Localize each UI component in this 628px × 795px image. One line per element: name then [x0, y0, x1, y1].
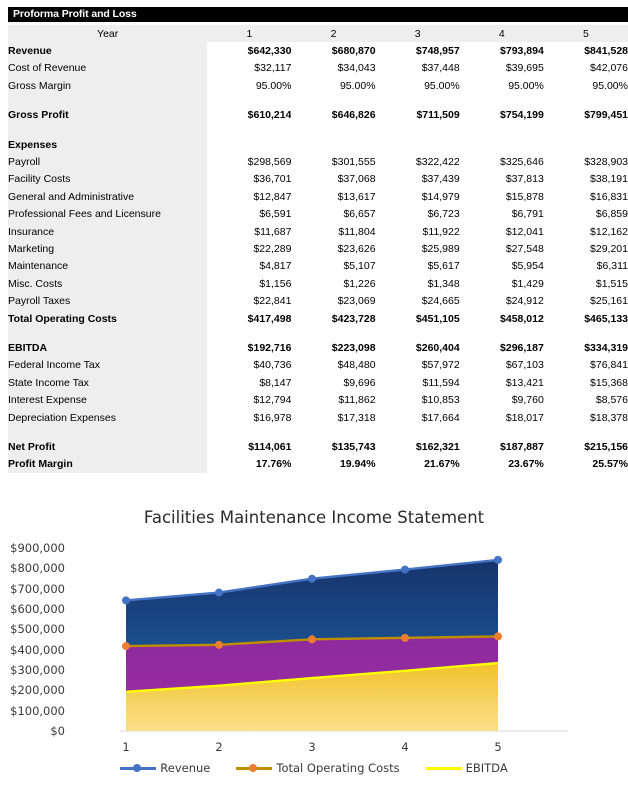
cell-value: $12,041 [460, 223, 544, 240]
data-point-marker [215, 641, 223, 649]
data-point-marker [122, 596, 130, 604]
cell-value: 95.00% [207, 77, 291, 94]
cell-value: 23.67% [460, 456, 544, 473]
legend-label: Revenue [160, 761, 211, 775]
cell-value: $1,226 [291, 275, 375, 292]
chart-legend [0, 761, 628, 775]
cell-value: $17,664 [376, 409, 460, 426]
cell-value: $799,451 [544, 107, 628, 124]
cell-value: $417,498 [207, 310, 291, 327]
cell-value: 95.00% [376, 77, 460, 94]
legend-item [426, 761, 508, 775]
cell-value: $325,646 [460, 153, 544, 170]
cell-value: $6,591 [207, 206, 291, 223]
table-row [8, 77, 628, 94]
cell-value: $754,199 [460, 107, 544, 124]
cell-value: $67,103 [460, 357, 544, 374]
spacer-cell [291, 426, 375, 438]
row-label: Federal Income Tax [8, 357, 207, 374]
cell-value: $76,841 [544, 357, 628, 374]
cell-value: $328,903 [544, 153, 628, 170]
cell-value [376, 136, 460, 153]
row-label: Misc. Costs [8, 275, 207, 292]
column-header-year: Year [8, 25, 207, 42]
cell-value: $6,791 [460, 206, 544, 223]
cell-value: $40,736 [207, 357, 291, 374]
row-label: General and Administrative [8, 188, 207, 205]
x-axis-tick-label: 3 [308, 740, 316, 754]
cell-value: $215,156 [544, 438, 628, 455]
cell-value: $5,954 [460, 258, 544, 275]
cell-value: $301,555 [291, 153, 375, 170]
y-axis-tick-label: $400,000 [10, 642, 65, 657]
cell-value: $162,321 [376, 438, 460, 455]
row-label: Depreciation Expenses [8, 409, 207, 426]
cell-value: $27,548 [460, 240, 544, 257]
cell-value: $334,319 [544, 339, 628, 356]
cell-value: $4,817 [207, 258, 291, 275]
row-label: Maintenance [8, 258, 207, 275]
table-row [8, 258, 628, 275]
cell-value: $192,716 [207, 339, 291, 356]
spacer-cell [460, 124, 544, 136]
spacer-cell [207, 426, 291, 438]
chart-title: Facilities Maintenance Income Statement [143, 508, 485, 527]
cell-value: 21.67% [376, 456, 460, 473]
cell-value: $42,076 [544, 60, 628, 77]
cell-value [291, 136, 375, 153]
cell-value: $298,569 [207, 153, 291, 170]
cell-value: $5,617 [376, 258, 460, 275]
table-row [8, 374, 628, 391]
table-row [8, 136, 628, 153]
profit-and-loss-table [8, 25, 628, 473]
legend-marker-dot [133, 764, 141, 772]
cell-value: $15,878 [460, 188, 544, 205]
cell-value: $13,617 [291, 188, 375, 205]
cell-value: $260,404 [376, 339, 460, 356]
column-header-2: 2 [291, 25, 375, 42]
table-row [8, 292, 628, 309]
cell-value: $6,859 [544, 206, 628, 223]
legend-swatch [426, 763, 462, 774]
cell-value: $25,161 [544, 292, 628, 309]
table-row [8, 206, 628, 223]
cell-value: $6,723 [376, 206, 460, 223]
cell-value: $13,421 [460, 374, 544, 391]
cell-value: $34,043 [291, 60, 375, 77]
cell-value: $423,728 [291, 310, 375, 327]
cell-value: $39,695 [460, 60, 544, 77]
cell-value [460, 136, 544, 153]
cell-value: $748,957 [376, 42, 460, 59]
x-axis-tick-label: 4 [401, 740, 409, 754]
cell-value: $11,687 [207, 223, 291, 240]
row-label: Facility Costs [8, 171, 207, 188]
cell-value: $223,098 [291, 339, 375, 356]
sheet-title-bar: Proforma Profit and Loss [8, 7, 628, 22]
cell-value: $14,979 [376, 188, 460, 205]
spacer-cell [291, 124, 375, 136]
cell-value: $322,422 [376, 153, 460, 170]
cell-value: $114,061 [207, 438, 291, 455]
income-statement-chart [0, 498, 628, 795]
cell-value: $22,289 [207, 240, 291, 257]
cell-value: 17.76% [207, 456, 291, 473]
row-label: Net Profit [8, 438, 207, 455]
spacer-cell [8, 426, 207, 438]
table-row [8, 438, 628, 455]
cell-value: $38,191 [544, 171, 628, 188]
row-label: EBITDA [8, 339, 207, 356]
cell-value: $9,696 [291, 374, 375, 391]
table-row [8, 42, 628, 59]
legend-line [426, 767, 462, 770]
y-axis-tick-label: $600,000 [10, 602, 65, 616]
table-row [8, 153, 628, 170]
cell-value: $10,853 [376, 391, 460, 408]
cell-value: $458,012 [460, 310, 544, 327]
cell-value: $9,760 [460, 391, 544, 408]
table-row [8, 60, 628, 77]
row-label: Interest Expense [8, 391, 207, 408]
spacer-cell [460, 327, 544, 339]
cell-value: $465,133 [544, 310, 628, 327]
cell-value: $6,311 [544, 258, 628, 275]
spacer-cell [376, 426, 460, 438]
row-label: Profit Margin [8, 456, 207, 473]
cell-value: $296,187 [460, 339, 544, 356]
cell-value: $11,922 [376, 223, 460, 240]
cell-value: $5,107 [291, 258, 375, 275]
cell-value: $711,509 [376, 107, 460, 124]
cell-value: $37,439 [376, 171, 460, 188]
data-point-marker [308, 635, 316, 643]
table-row [8, 275, 628, 292]
cell-value: $18,017 [460, 409, 544, 426]
y-axis-tick-label: $800,000 [10, 561, 65, 576]
cell-value [544, 136, 628, 153]
column-header-5: 5 [544, 25, 628, 42]
legend-item [120, 761, 210, 775]
cell-value: $12,847 [207, 188, 291, 205]
cell-value: $12,162 [544, 223, 628, 240]
chart-plot-area [0, 498, 628, 795]
cell-value: $32,117 [207, 60, 291, 77]
table-row [8, 310, 628, 327]
cell-value: $11,804 [291, 223, 375, 240]
cell-value: $16,831 [544, 188, 628, 205]
data-point-marker [215, 589, 223, 597]
cell-value: $135,743 [291, 438, 375, 455]
table-spacer-row [8, 95, 628, 107]
cell-value: $841,528 [544, 42, 628, 59]
legend-label: EBITDA [465, 761, 508, 775]
y-axis-tick-label: $900,000 [10, 541, 65, 555]
row-label: Revenue [8, 42, 207, 59]
cell-value: $37,448 [376, 60, 460, 77]
spacer-cell [460, 426, 544, 438]
cell-value: $17,318 [291, 409, 375, 426]
cell-value: $642,330 [207, 42, 291, 59]
cell-value: $1,429 [460, 275, 544, 292]
legend-swatch [120, 763, 156, 774]
cell-value: $15,368 [544, 374, 628, 391]
cell-value: $29,201 [544, 240, 628, 257]
data-point-marker [494, 632, 502, 640]
cell-value: $11,862 [291, 391, 375, 408]
row-label: Gross Margin [8, 77, 207, 94]
cell-value: 25.57% [544, 456, 628, 473]
row-label: Total Operating Costs [8, 310, 207, 327]
y-axis-tick-label: $100,000 [10, 703, 65, 718]
cell-value: $12,794 [207, 391, 291, 408]
spacer-cell [544, 124, 628, 136]
cell-value: $37,068 [291, 171, 375, 188]
cell-value: $451,105 [376, 310, 460, 327]
spacer-cell [376, 327, 460, 339]
y-axis-tick-label: $0 [50, 724, 65, 738]
table-row [8, 456, 628, 473]
cell-value: $1,348 [376, 275, 460, 292]
spacer-cell [207, 327, 291, 339]
data-point-marker [401, 566, 409, 574]
row-label: Professional Fees and Licensure [8, 206, 207, 223]
spacer-cell [544, 426, 628, 438]
table-header-row [8, 25, 628, 42]
spacer-cell [544, 95, 628, 107]
cell-value: $793,894 [460, 42, 544, 59]
table-row [8, 171, 628, 188]
cell-value: $646,826 [291, 107, 375, 124]
cell-value: 95.00% [291, 77, 375, 94]
y-axis-tick-label: $200,000 [10, 683, 65, 698]
spacer-cell [8, 327, 207, 339]
cell-value: 95.00% [544, 77, 628, 94]
table-spacer-row [8, 426, 628, 438]
cell-value: $23,626 [291, 240, 375, 257]
cell-value: $1,156 [207, 275, 291, 292]
spacer-cell [8, 95, 207, 107]
cell-value: $57,972 [376, 357, 460, 374]
legend-item [236, 761, 399, 775]
row-label: Expenses [8, 136, 207, 153]
table-row [8, 240, 628, 257]
row-label: Gross Profit [8, 107, 207, 124]
data-point-marker [401, 634, 409, 642]
cell-value: $187,887 [460, 438, 544, 455]
row-label: Insurance [8, 223, 207, 240]
data-point-marker [494, 556, 502, 564]
cell-value: 19.94% [291, 456, 375, 473]
y-axis-tick-label: $700,000 [10, 581, 65, 596]
cell-value: $6,657 [291, 206, 375, 223]
cell-value: $16,978 [207, 409, 291, 426]
table-row [8, 391, 628, 408]
data-point-marker [308, 575, 316, 583]
cell-value [207, 136, 291, 153]
cell-value: $24,665 [376, 292, 460, 309]
spacer-cell [376, 95, 460, 107]
cell-value: $22,841 [207, 292, 291, 309]
cell-value: $37,813 [460, 171, 544, 188]
spacer-cell [544, 327, 628, 339]
column-header-1: 1 [207, 25, 291, 42]
x-axis-tick-label: 2 [215, 740, 223, 754]
cell-value: $8,147 [207, 374, 291, 391]
spacer-cell [460, 95, 544, 107]
row-label: Payroll Taxes [8, 292, 207, 309]
spacer-cell [8, 124, 207, 136]
spacer-cell [291, 327, 375, 339]
cell-value: $18,378 [544, 409, 628, 426]
cell-value: $680,870 [291, 42, 375, 59]
cell-value: $25,989 [376, 240, 460, 257]
table-row [8, 223, 628, 240]
column-header-3: 3 [376, 25, 460, 42]
spacer-cell [207, 124, 291, 136]
spacer-cell [207, 95, 291, 107]
table-row [8, 339, 628, 356]
cell-value: $48,480 [291, 357, 375, 374]
cell-value: $11,594 [376, 374, 460, 391]
table-spacer-row [8, 327, 628, 339]
cell-value: $1,515 [544, 275, 628, 292]
table-spacer-row [8, 124, 628, 136]
column-header-4: 4 [460, 25, 544, 42]
table-row [8, 357, 628, 374]
y-axis-tick-label: $300,000 [10, 663, 65, 677]
x-axis-tick-label: 5 [494, 740, 502, 754]
legend-marker-dot [249, 764, 257, 772]
row-label: State Income Tax [8, 374, 207, 391]
row-label: Cost of Revenue [8, 60, 207, 77]
cell-value: $24,912 [460, 292, 544, 309]
row-label: Marketing [8, 240, 207, 257]
legend-swatch [236, 763, 272, 774]
data-point-marker [122, 642, 130, 650]
cell-value: $610,214 [207, 107, 291, 124]
x-axis-tick-label: 1 [122, 740, 130, 754]
spacer-cell [376, 124, 460, 136]
spacer-cell [291, 95, 375, 107]
cell-value: 95.00% [460, 77, 544, 94]
y-axis-tick-label: $500,000 [10, 622, 65, 637]
cell-value: $36,701 [207, 171, 291, 188]
row-label: Payroll [8, 153, 207, 170]
table-row [8, 409, 628, 426]
legend-label: Total Operating Costs [276, 761, 400, 775]
cell-value: $23,069 [291, 292, 375, 309]
table-row [8, 188, 628, 205]
cell-value: $8,576 [544, 391, 628, 408]
table-row [8, 107, 628, 124]
